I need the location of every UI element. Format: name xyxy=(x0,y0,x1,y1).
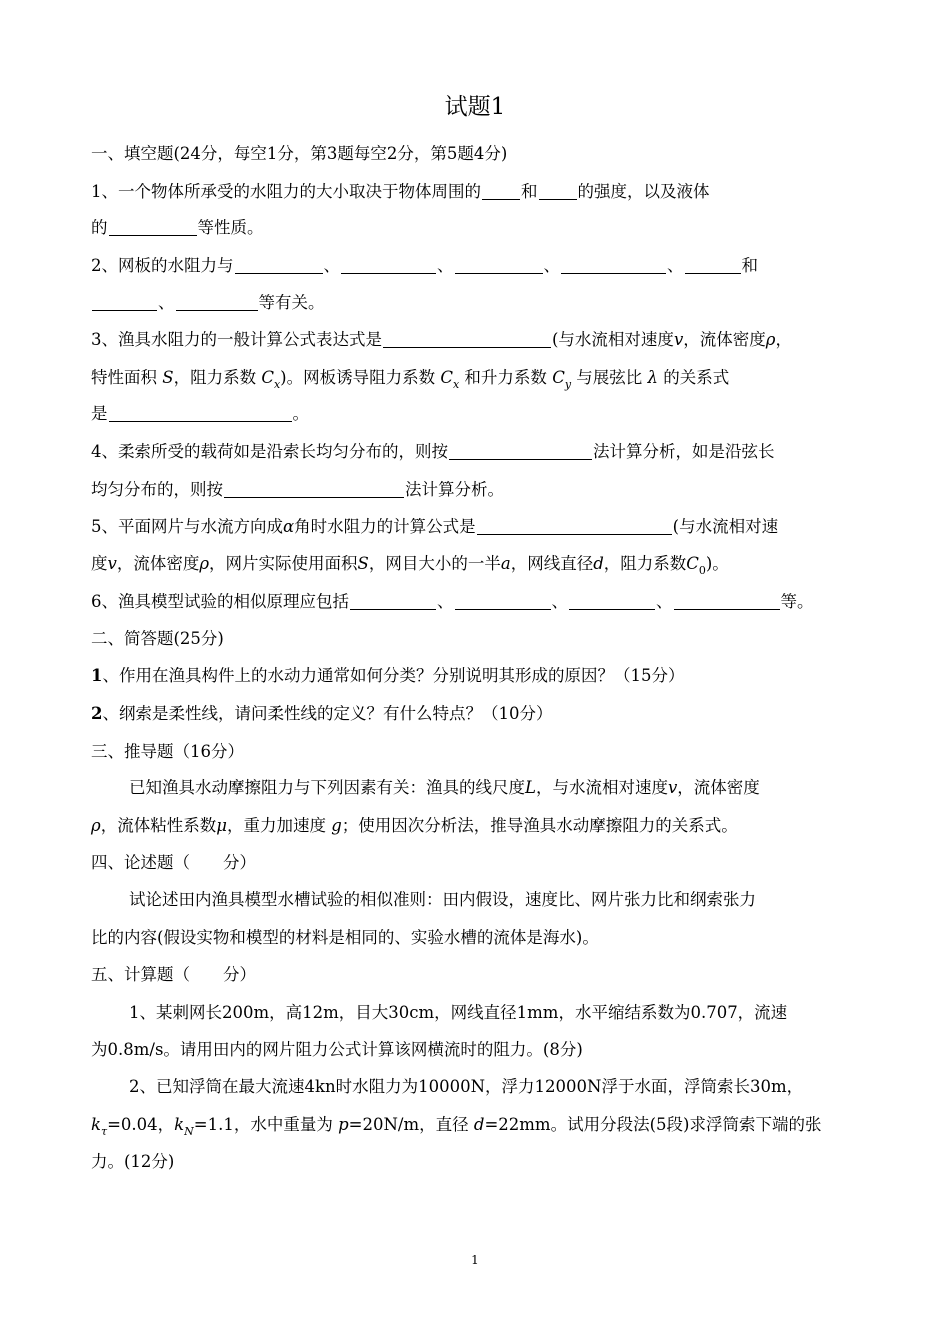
q6-line1: 6、渔具模型试验的相似原理应包括 、 、 、 等。 xyxy=(91,592,814,611)
blank xyxy=(561,258,666,274)
page-number: 1 xyxy=(471,1253,479,1267)
section2-heading: 二、简答题(25分) xyxy=(91,629,224,648)
s3-line1: 已知渔具水动摩擦阻力与下列因素有关：渔具的线尺度L，与水流相对速度v，流体密度 xyxy=(129,778,760,797)
s2-q1: 1、作用在渔具构件上的水动力通常如何分类？分别说明其形成的原因？（15分） xyxy=(91,666,685,685)
q3-line2: 特性面积 S，阻力系数 $C_x$)。网板诱导阻力系数 $C_x$ 和升力系数 $C_y$ 与展弦比 λ 的关系式 xyxy=(91,368,730,391)
page-title: 试题1 xyxy=(444,94,506,120)
s4-line1: 试论述田内渔具模型水槽试验的相似准则：田内假设，速度比、网片张力比和纲索张力 xyxy=(129,890,756,909)
blank xyxy=(569,594,655,610)
blank xyxy=(92,295,157,311)
blank xyxy=(685,258,741,274)
s5-q2-line2: $k_\tau=0.04$，$k_N=1.1$，水中重量为 p=20N/m，直径 d=22mm。试用分段法(5段)求浮筒索下端的张 xyxy=(91,1115,822,1138)
s5-q2-line1: 2、已知浮筒在最大流速4kn时水阻力为10000N，浮力12000N浮于水面，浮筒索长30m， xyxy=(129,1077,804,1096)
q1-line1: 1、一个物体所承受的水阻力的大小取决于物体周围的 和 的强度，以及液体 xyxy=(91,182,710,201)
s4-line2: 比的内容(假设实物和模型的材料是相同的、实验水槽的流体是海水)。 xyxy=(91,928,599,947)
blank xyxy=(224,482,404,498)
blank xyxy=(482,184,520,200)
q1-line2: 的 等性质。 xyxy=(91,218,264,237)
blank xyxy=(109,406,292,422)
q2-line2: 、 等有关。 xyxy=(91,291,861,315)
blank xyxy=(235,258,323,274)
blank xyxy=(455,258,543,274)
s5-q2-line3: 力。(12分) xyxy=(91,1152,175,1171)
s5-q1-line2: 为0.8m/s。请用田内的网片阻力公式计算该网横流时的阻力。(8分) xyxy=(91,1040,583,1059)
q3-line3: 是 。 xyxy=(91,404,309,423)
blank xyxy=(539,184,577,200)
q2-line1: 2、网板的水阻力与 、 、 、 、 和 xyxy=(91,256,758,275)
blank xyxy=(350,594,436,610)
blank xyxy=(341,258,436,274)
q4-line1: 4、柔索所受的载荷如是沿索长均匀分布的，则按 法计算分析，如是沿弦长 xyxy=(91,442,775,461)
blank xyxy=(176,295,258,311)
blank xyxy=(674,594,780,610)
q3-line1: 3、渔具水阻力的一般计算公式表达式是 (与水流相对速度v，流体密度ρ， xyxy=(91,330,792,349)
s3-line2: ρ，流体粘性系数μ，重力加速度 g；使用因次分析法，推导渔具水动摩擦阻力的关系式。 xyxy=(91,816,738,835)
section5-heading: 五、计算题（ 分） xyxy=(91,965,256,984)
q4-line2: 均匀分布的，则按 法计算分析。 xyxy=(91,480,504,499)
blank xyxy=(455,594,551,610)
section4-heading: 四、论述题（ 分） xyxy=(91,853,256,872)
blank xyxy=(449,444,592,460)
s5-q1-line1: 1、某刺网长200m，高12m，目大30cm，网线直径1mm，水平缩结系数为0.707，流速 xyxy=(129,1003,788,1022)
section3-heading: 三、推导题（16分） xyxy=(91,742,244,761)
s2-q2: 2、纲索是柔性线，请问柔性线的定义？有什么特点？（10分） xyxy=(91,704,553,723)
blank xyxy=(109,220,197,236)
q5-line2: 度v，流体密度ρ，网片实际使用面积S，网目大小的一半a，网线直径d，阻力系数$C_0$)。 xyxy=(91,554,729,577)
q5-line1: 5、平面网片与水流方向成α角时水阻力的计算公式是 (与水流相对速 xyxy=(91,517,779,536)
blank xyxy=(477,519,672,535)
blank xyxy=(383,332,551,348)
section1-heading: 一、填空题(24分，每空1分，第3题每空2分，第5题4分) xyxy=(91,144,508,163)
